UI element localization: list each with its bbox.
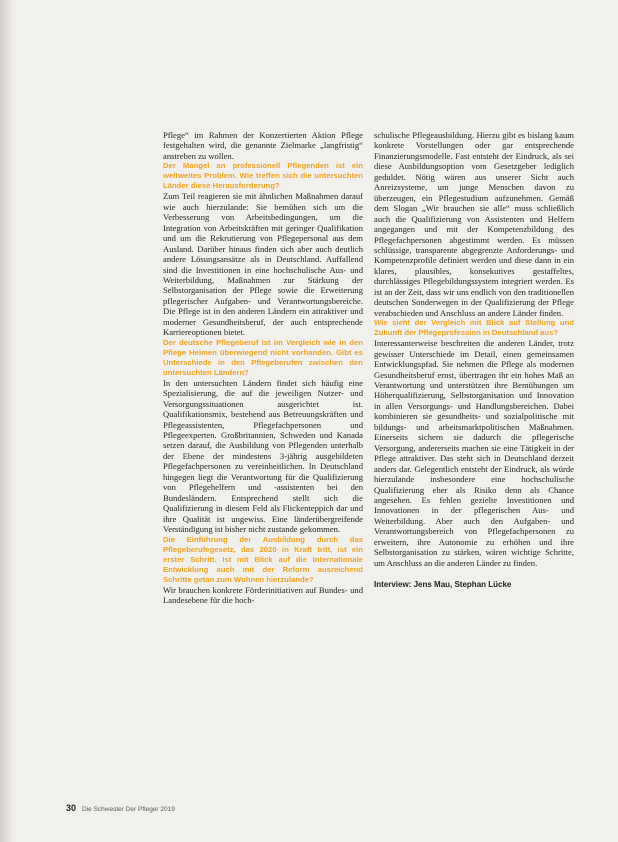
answer-3: Wir brauchen konkrete Förderinitiativen auf Bundes- und Landesebene für die hoch-	[163, 584, 363, 605]
answer-4: Interessanterweise beschreiten die anderen Länder, trotz gewisser Unterschiede im Detail, einen gemeinsamen Entwicklungspfad. Sie nehmen die Pflege als modernen Gesundheitsberuf ernst, übertragen ihr ein hohes Maß an Verantwortung und unterstützen ihre Bemühungen um Höherqualifizierung, Selbstorganisation und Innovation in allen Versorgungs- und Handlungsbereichen. Dabei kombinieren sie gesundheits- und sozialpolitische mit bildungs- und arbeitsmarktpolitischen Maßnahmen. Einerseits sichern sie dadurch die pflegerische Versorgung, andererseits machen sie eine Tätigkeit in der Pflege attraktiver. Das steht sich in Deutschland derzeit anders dar. Gelegentlich entsteht der Eindruck, als würde hierzulande insbesondere eine hochschulische Qualifizierung eher als Risiko denn als Chance angesehen. Es fehlen gezielte Investitionen und Innovationen in der pflegerischen Aus- und Weiterbildung. Aber auch den Aufgaben- und Verantwortungsbereich von Pflegefachpersonen zu erweitern, ihre Autonomie zu erhöhen und ihre Selbstorganisation zu stärken, wären wichtige Schritte, um Anschluss an die anderen Länder zu finden.	[374, 338, 574, 568]
answer-2: In den untersuchten Ländern findet sich häufig eine Spezialisierung, die auf die jeweiligen Nutzer- und Versorgungssituationen ausgerichtet ist. Qualifikationsmix, bestehend aus Betreuungskräften und Pflegeassistenten, Pflegefachpersonen und Pflegeexperten. Großbritannien, Schweden und Kanada setzen darauf, die Ausbildung von Pflegenden unterhalb der Ebene der mindestens 3-jährig ausgebildeten Pflegefachpersonen zu vereinheitlichen. In Deutschland hingegen liegt die Verantwortung für die Qualifizierung von Pflegehelfern und -assistenten bei den Bundesländern. Entsprechend stellt sich die Qualifizierung in diesem Feld als Flickenteppich dar und ihre Qualität ist ungewiss. Eine länderübergreifende Verständigung ist bisher nicht zustande gekommen.	[163, 377, 363, 535]
answer-1: Zum Teil reagieren sie mit ähnlichen Maßnahmen darauf wie auch hierzulande: Sie bemühen sich um die Verbesserung von Arbeitsbedingungen, um die Integration von Arbeitskräften mit geringer Qualifikation und um die Rekrutierung von Pflegepersonal aus dem Ausland. Darüber hinaus finden sich aber auch deutlich andere Lösungsansätze als in Deutschland. Auffallend sind die Investitionen in eine hochschulische Aus- und Weiterbildung, Maßnahmen zur Stärkung der Selbstorganisation der Pflege sowie die Erweiterung pflegerischer Aufgaben- und Verantwortungsbereiche. Die Pflege ist in den anderen Ländern ein attraktiver und moderner Gesundheitsberuf, der auch entsprechende Karriereoptionen bietet.	[163, 191, 363, 338]
question-2: Der deutsche Pflegeberuf ist im Vergleich wie in den Pflege Heimen überwiegend nicht vorhanden. Gibt es Unterschiede in den Pflegeberufen zwischen den untersuchten Ländern?	[163, 337, 363, 377]
paragraph-intro: Pflege“ im Rahmen der Konzertierten Aktion Pflege festgehalten wird, die genannte Zielmarke „langfristig“ anstreben zu wollen.	[163, 130, 363, 161]
page-gutter-shadow	[0, 0, 14, 842]
page-number: 30	[66, 803, 77, 813]
right-column	[374, 130, 574, 591]
question-1: Der Mangel an professionell Pflegenden ist ein weltweites Problem. Wie treffen sich die untersuchten Länder diese Herausforderung?	[163, 161, 363, 191]
publication-name: Die Schwester Der Pfleger 2019	[82, 806, 175, 813]
question-3: Die Einführung der Ausbildung durch das Pflegeberufegesetz, das 2020 in Kraft tritt, ist ein erster Schritt. Ist mit Blick auf die Internationale Entwicklung auch mit der Reform ausreichend Schritte getan zum Wohnen hierzulande?	[163, 534, 363, 584]
page-footer	[66, 803, 175, 813]
question-4: Wie sieht der Vergleich mit Blick auf Stellung und Zukunft der Pflegeprofession in Deutschland aus?	[374, 318, 574, 338]
interview-credit: Interview: Jens Mau, Stephan Lücke	[374, 580, 512, 590]
answer-3-continued: schulische Pflegeausbildung. Hierzu gibt es bislang kaum konkrete Vorstellungen oder gar entsprechende Finanzierungsmodelle. Fast entsteht der Eindruck, als sei diese Ausbildungsoption vom Gesetzgeber lediglich geduldet. Nötig wären aus unserer Sicht auch Anreizsysteme, um junge Menschen davon zu überzeugen, ein Pflegestudium aufzunehmen. Gemäß dem Slogan „Wir brauchen sie alle“ muss schließlich auch die Qualifizierung von Assistenten und Helfern angegangen und mit der Kompetenzbildung des Pflegefachpersonen abgestimmt werden. Es müssen schlüssige, transparente abgegrenzte Anforderungs- und Kompetenzprofile definiert werden und diese dann in ein klares, plausibles, konsekutives gestaffeltes, durchlässiges Pflegebildungssystem integriert werden. Es ist an der Zeit, dass wir uns endlich von den traditionellen deutschen Sonderwegen in der Qualifizierung der Pflege verabschieden und Anschluss an andere Länder finden.	[374, 130, 574, 318]
left-column	[163, 130, 363, 605]
